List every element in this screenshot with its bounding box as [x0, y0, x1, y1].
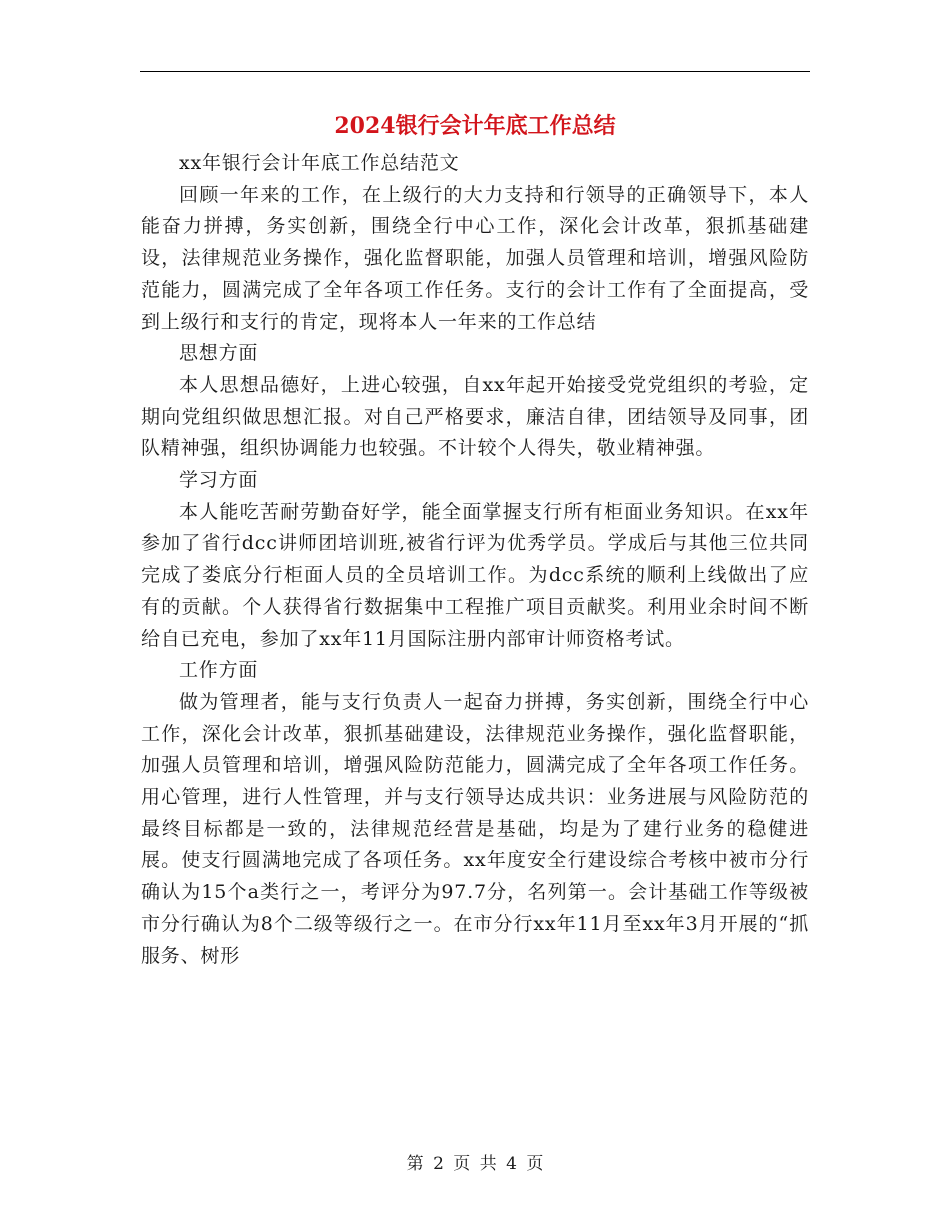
body-paragraph: 本人思想品德好，上进心较强，自xx年起开始接受党党组织的考验，定期向党组织做思想汇报。对自己严格要求，廉洁自律，团结领导及同事，团队精神强，组织协调能力也较强。不计较个人得失，敬业精神强。 — [141, 373, 809, 460]
section-heading: 工作方面 — [179, 659, 259, 682]
body-paragraph: 本人能吃苦耐劳勤奋好学，能全面掌握支行所有柜面业务知识。在xx年参加了省行dcc讲师团培训班,被省行评为优秀学员。学成后与其他三位共同完成了娄底分行柜面人员的全员培训工作。为dcc系统的顺利上线做出了应有的贡献。个人获得省行数据集中工程推广项目贡献奖。利用业余时间不断给自已充电，参加了xx年11月国际注册内部审计师资格考试。 — [141, 500, 809, 650]
document-title: 2024银行会计年底工作总结 — [334, 113, 616, 139]
body-paragraph: 回顾一年来的工作，在上级行的大力支持和行领导的正确领导下，本人能奋力拼搏，务实创新，围绕全行中心工作，深化会计改革，狠抓基础建设，法律规范业务操作，强化监督职能，加强人员管理和培训，增强风险防范能力，圆满完成了全年各项工作任务。支行的会计工作有了全面提高，受到上级行和支行的肯定，现将本人一年来的工作总结 — [141, 183, 809, 333]
header-rule — [140, 71, 810, 72]
body-paragraph: 做为管理者，能与支行负责人一起奋力拼搏，务实创新，围绕全行中心工作，深化会计改革，狠抓基础建设，法律规范业务操作，强化监督职能，加强人员管理和培训，增强风险防范能力，圆满完成了全年各项工作任务。用心管理，进行人性管理，并与支行领导达成共识：业务进展与风险防范的最终目标都是一致的，法律规范经营是基础，均是为了建行业务的稳健进展。使支行圆满地完成了各项任务。xx年度安全行建设综合考核中被市分行确认为15个a类行之一，考评分为97.7分，名列第一。会计基础工作等级被市分行确认为8个二级等级行之一。在市分行xx年11月至xx年3月开展的“抓服务、树形 — [141, 690, 809, 967]
page-footer: 第 2 页 共 4 页 — [406, 1154, 544, 1174]
document-body — [141, 148, 809, 972]
body-paragraph: xx年银行会计年底工作总结范文 — [179, 152, 460, 174]
section-heading: 思想方面 — [179, 342, 259, 365]
section-heading: 学习方面 — [179, 469, 259, 492]
